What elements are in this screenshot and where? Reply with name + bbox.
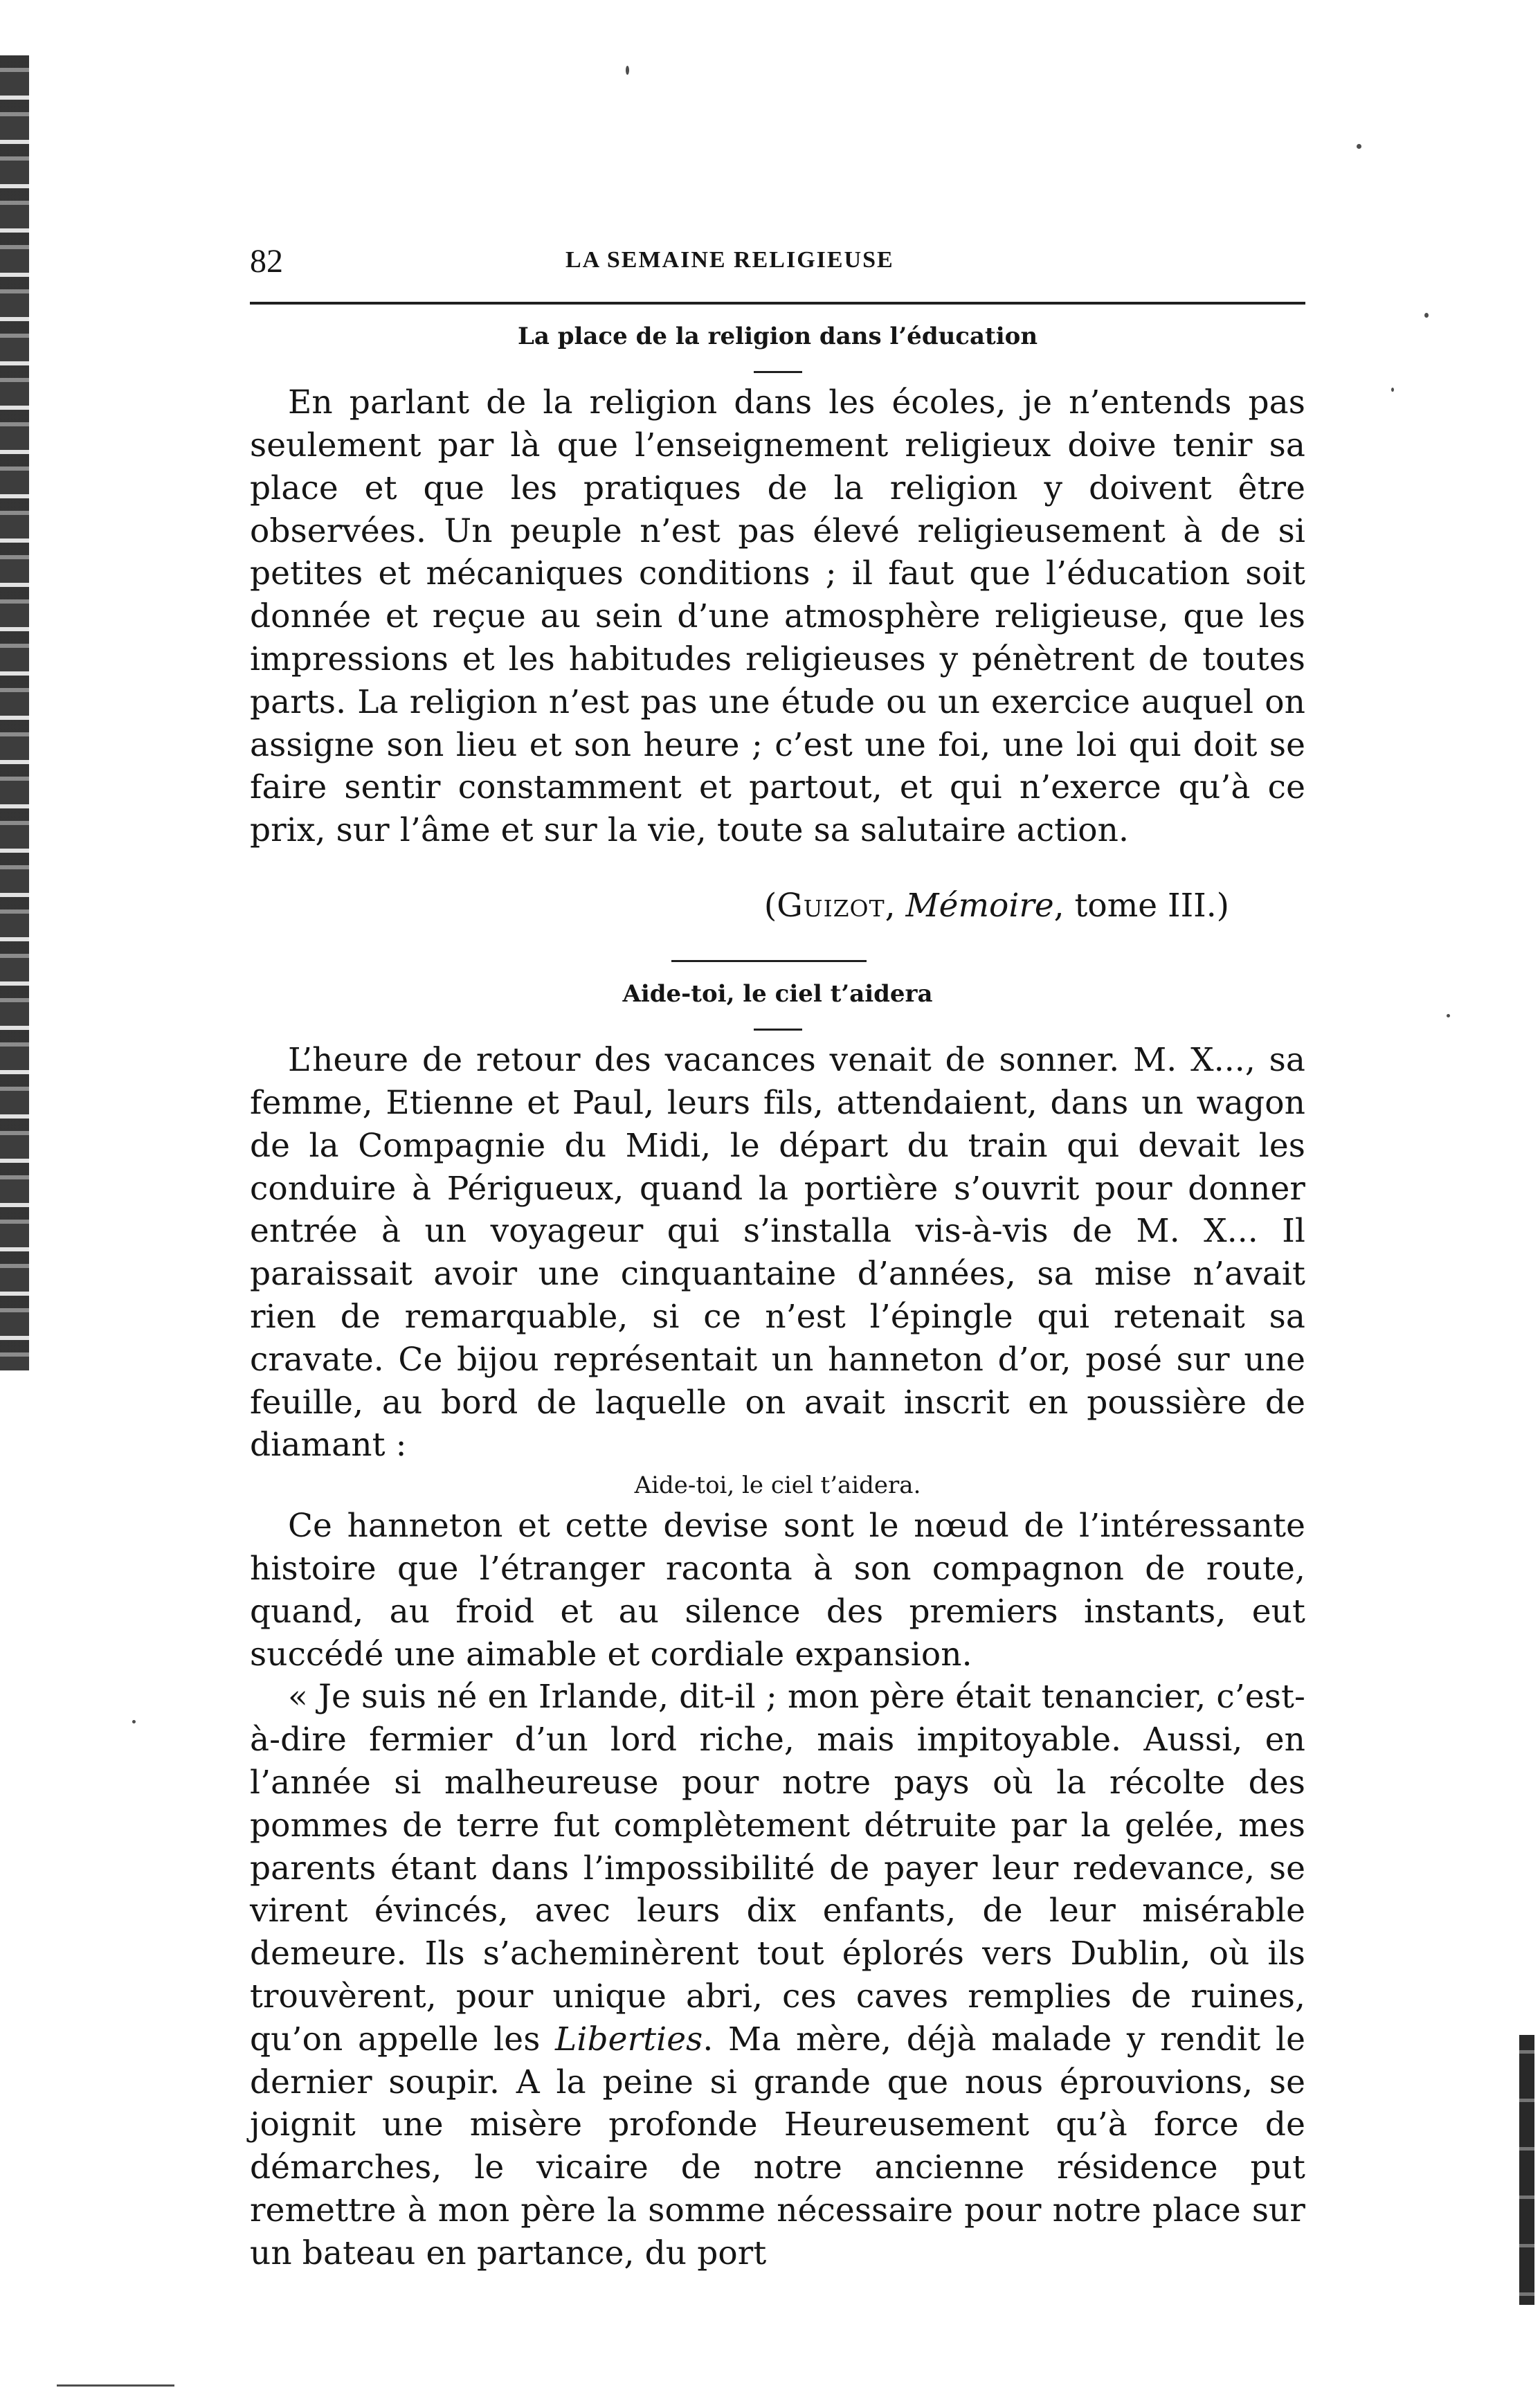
header-rule (250, 302, 1305, 305)
journal-title: LA SEMAINE RELIGIEUSE (565, 247, 894, 273)
body-paragraph (250, 1676, 1305, 2274)
article-aide-toi (250, 979, 1305, 2275)
motto: Aide-toi, le ciel t’aidera. (634, 1472, 921, 1500)
citation-open: ( (763, 886, 777, 925)
document-page (250, 237, 1305, 2275)
body-paragraph: Ce hanneton et cette devise sont le nœud de l’intéressante histoire que l’étranger raconta à son compagnon de route, quand, au froid et au silence des premiers instants, eut succédé une aimable et cordiale expansion. (250, 1507, 1305, 1674)
scan-right-edge (1519, 2035, 1534, 2305)
title-rule (754, 1029, 802, 1031)
page-number: 82 (250, 243, 283, 280)
scan-speck (1391, 388, 1394, 392)
body-paragraph: En parlant de la religion dans les écoles, je n’entends pas seulement par là que l’enseignement religieux doive tenir sa place et que les pratiques de la religion y doivent être observées. Un peuple n’est pas élevé religieusement à de si petites et mécaniques conditions ; il faut que l’éducation soit donnée et reçue au sein d’une atmosphère religieuse, que les impressions et les habitudes religieuses y pénètrent de toutes parts. La religion n’est pas une étude ou un exercice auquel on assigne son lieu et son heure ; c’est une foi, une loi qui doit se faire sentir constamment et partout, et qui n’exerce qu’à ce prix, sur l’âme et sur la vie, toute sa salutaire action. (250, 383, 1305, 850)
article-religion-education (250, 321, 1305, 927)
citation-volume: , tome III.) (1053, 886, 1229, 925)
section-title: Aide-toi, le ciel t’aidera (622, 979, 933, 1008)
scan-speck (1447, 1014, 1450, 1017)
scan-left-edge (0, 55, 29, 1370)
section-title: La place de la religion dans l’éducation (517, 323, 1038, 350)
scan-speck (626, 66, 629, 75)
running-header (250, 237, 1305, 287)
liberties-italic: Liberties (555, 2020, 703, 2058)
paragraph-text: « Je suis né en Irlande, dit-il ; mon père était tenancier, c’est-à-dire fermier d’un lord riche, mais impitoyable. Aussi, en l’année si malheureuse pour notre pays où la récolte des pommes de terre fut complètement détruite par la gelée, mes parents étant dans l’impossibilité de payer leur redevance, se virent évincés, avec leurs dix enfants, de leur misérable demeure. Ils s’acheminèrent tout éplorés vers Dublin, où ils trouvèrent, pour unique abri, ces caves remplies de ruines, qu’on appelle les (250, 1678, 1305, 2058)
citation-author: Guizot (777, 886, 885, 925)
body-paragraph: L’heure de retour des vacances venait de sonner. M. X..., sa femme, Etienne et Paul, leurs fils, attendaient, dans un wagon de la Compagnie du Midi, le départ du train qui devait les conduire à Périgueux, quand la portière s’ouvrit pour donner entrée à un voyageur qui s’installa vis-à-vis de M. X... Il paraissait avoir une cinquantaine d’années, sa mise n’avait rien de remarquable, si ce n’est l’épingle qui retenait sa cravate. Ce bijou représentait un hanneton d’or, posé sur une feuille, au bord de laquelle on avait inscrit en poussière de diamant : (250, 1041, 1305, 1465)
section-divider (671, 960, 867, 962)
scan-bottom-mark (57, 2384, 174, 2387)
paragraph-text: . Ma mère, déjà malade y rendit le dernier soupir. A la peine si grande que nous éprouvions, se joignit une misère profonde Heureusement qu’à force de démarches, le vicaire de notre ancienne résidence put remettre à mon père la somme nécessaire pour notre place sur un bateau en partance, du port (250, 2020, 1305, 2272)
citation (250, 885, 1229, 927)
title-rule (754, 371, 802, 373)
citation-separator: , (885, 886, 906, 925)
scan-speck (1357, 144, 1361, 149)
scan-speck (132, 1720, 136, 1723)
citation-work: Mémoire (905, 886, 1054, 925)
scan-speck (1424, 313, 1429, 318)
